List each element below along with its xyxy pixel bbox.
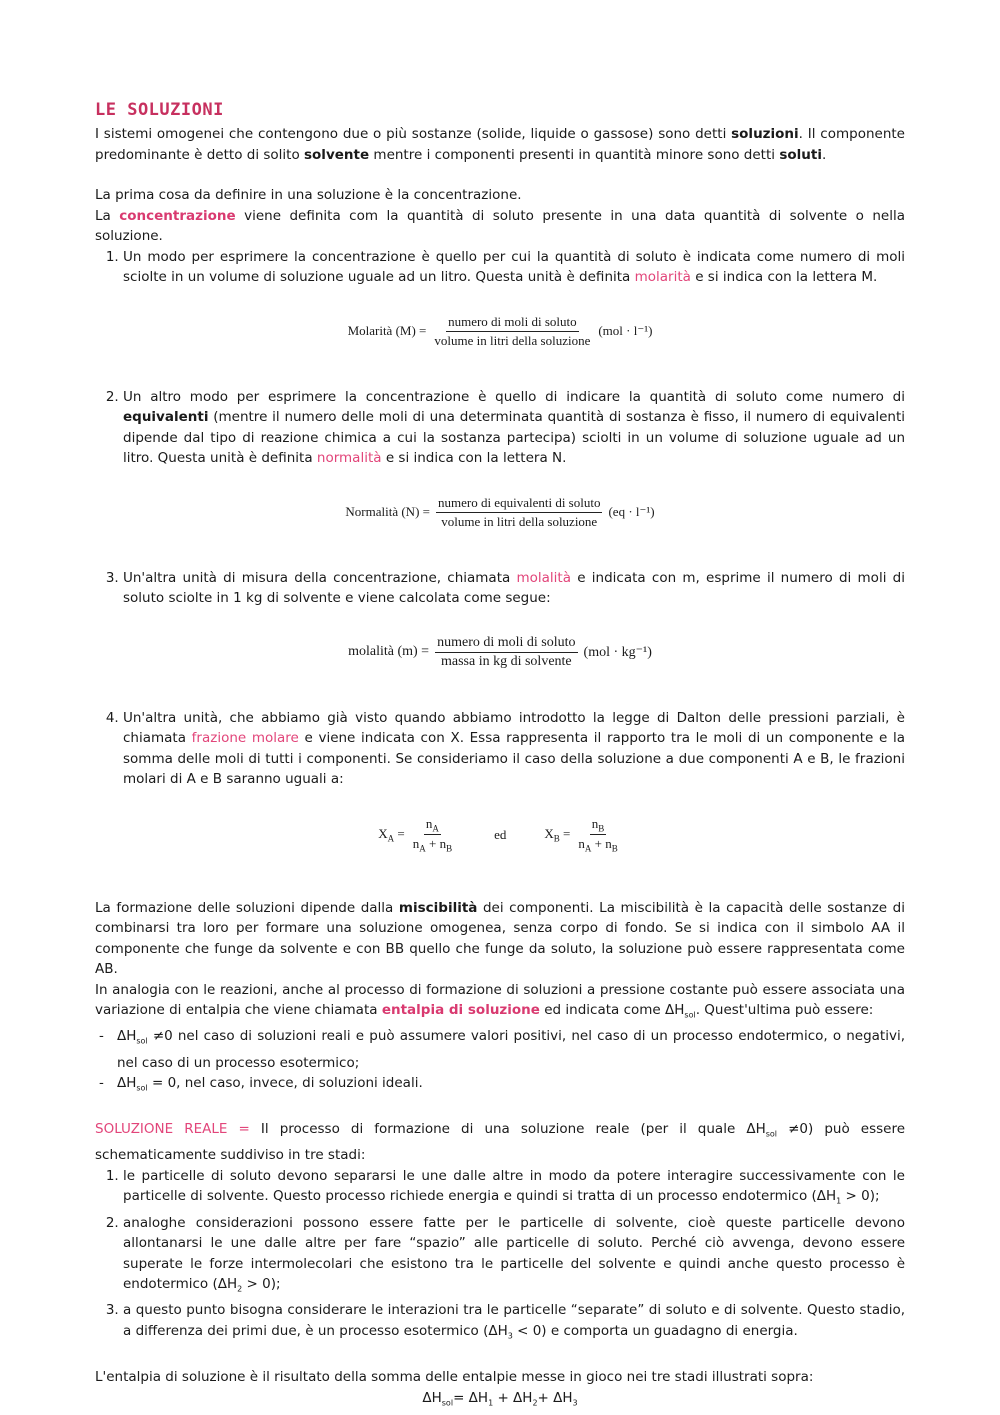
text: (mentre il numero delle moli di una determinata quantità di sostanza è fisso, il numero di equivalenti dipende dal tipo di reazione chimica a cui la sostanza partecipa) sciolti in un volume di soluzione uguale ad un litro. Questa unità è definita xyxy=(123,409,905,466)
numerator: numero di moli di soluto xyxy=(446,314,579,332)
formula-unit: (eq · l⁻¹) xyxy=(608,504,655,519)
list-item xyxy=(123,387,905,469)
miscibility-paragraph xyxy=(95,898,905,980)
text: . Il componente predominante è detto di solito xyxy=(95,126,905,163)
fraction xyxy=(435,635,577,670)
term-soluzione-reale: SOLUZIONE REALE = xyxy=(95,1121,250,1138)
text: dei componenti. La miscibilità è la capacità delle sostanze di combinarsi tra loro per formare una soluzione omogenea, senza corpo di fondo. Se si indica con il simbolo AA il componente che funge da solvente e con BB quello che funge da soluto, la soluzione può essere rappresentata come AB. xyxy=(95,899,905,978)
fraction-a: $\frac{n_A}{n_A + n_B}$ xyxy=(412,815,453,854)
denominator: volume in litri della soluzione xyxy=(441,513,598,529)
text: ≠0) può essere schematicamente suddiviso in tre stadi: xyxy=(95,1121,906,1164)
term-molalita: molalità xyxy=(516,569,572,586)
text: mentre i componenti presenti in quantità minore sono detti xyxy=(369,146,780,163)
text: e si indica con la lettera N. xyxy=(381,450,567,466)
numerator: numero di equivalenti di soluto xyxy=(436,495,602,513)
formula-ed: ed xyxy=(494,826,507,842)
term-soluti: soluti xyxy=(779,146,822,163)
fraction xyxy=(432,314,592,349)
list-item xyxy=(123,708,905,790)
formula-molarita xyxy=(95,314,905,349)
stages-list xyxy=(95,1166,905,1347)
formula-lhs: Molarità (M) = xyxy=(347,323,427,338)
term-equivalenti: equivalenti xyxy=(123,409,209,425)
text: e viene indicata con X. Essa rappresenta il rapporto tra le moli di un componente e la somma delle moli di tutti i componenti. Se consideriamo il caso della soluzione a due componenti A e B, le frazioni molari di A e B saranno uguali a: xyxy=(123,730,905,787)
conc-definition xyxy=(95,206,905,247)
final-paragraph: L'entalpia di soluzione è il risultato della somma delle entalpie messe in gioco nei tre stadi illustrati sopra: xyxy=(95,1369,814,1385)
term-concentrazione: concentrazione xyxy=(119,207,236,224)
fraction xyxy=(436,495,602,530)
formula-normalita xyxy=(95,495,905,530)
term-frazione-molare: frazione molare xyxy=(191,730,299,746)
text: . Quest'ultima può essere: xyxy=(695,1002,874,1019)
units-list xyxy=(95,387,905,469)
term-soluzioni: soluzioni xyxy=(731,126,799,142)
text: Un'altra unità, che abbiamo già visto quando abbiamo introdotto la legge di Dalton delle pressioni parziali, è chiamata xyxy=(123,709,905,746)
enthalpy-paragraph xyxy=(95,980,905,1027)
final-formula: $\Delta H_{sol}= \Delta H_1 + \Delta H_2+ \Delta H_3$ xyxy=(422,1389,578,1408)
formula-molalita xyxy=(95,635,905,670)
list-item: 1. le particelle di soluto devono separarsi le une dalle altre in modo da potere interagire successivamente con le particelle di solvente. Questo processo richiede energia e quindi si tratta di un processo endotermico $(\Delta H_1 > 0)$; xyxy=(123,1166,905,1213)
denominator: massa in kg di solvente xyxy=(440,653,572,669)
document-page xyxy=(95,100,905,1413)
text: e indicata con m, esprime il numero di moli di soluto sciolte in 1 kg di solvente e viene calcolata come segue: xyxy=(123,569,905,606)
text: In analogia con le reazioni, anche al processo di formazione di soluzioni a pressione costante può essere associata una variazione di entalpia che viene chiamata xyxy=(95,981,905,1019)
list-item: - $\Delta H_{sol} \ne 0$ nel caso di soluzioni reali e può assumere valori positivi, nel caso di un processo endotermico, o negativi, nel caso di un processo esotermico; xyxy=(95,1026,905,1073)
subscript: sol xyxy=(765,1129,778,1139)
list-item xyxy=(123,568,905,609)
formula-unit: (mol · kg⁻¹) xyxy=(583,644,652,660)
units-list xyxy=(95,708,905,790)
real-solution-paragraph xyxy=(95,1119,905,1166)
text: viene definita com la quantità di soluto presente in una data quantità di solvente o nella soluzione. xyxy=(95,207,905,244)
xa-lhs: $X_A$ = xyxy=(378,825,405,844)
xb-lhs: $X_B$ = xyxy=(544,825,571,844)
text: La formazione delle soluzioni dipende dalla xyxy=(95,899,399,916)
text: Il processo di formazione di una soluzione reale (per il quale ΔH xyxy=(249,1121,766,1138)
list-item: - $\Delta H_{sol} = 0$, nel caso, invece, di soluzioni ideali. xyxy=(95,1073,905,1099)
numerator: numero di moli di soluto xyxy=(435,635,577,653)
text: e si indica con la lettera M. xyxy=(690,269,878,285)
formula-lhs: molalità (m) = xyxy=(348,644,430,659)
subscript: sol xyxy=(684,1010,696,1020)
text: La xyxy=(95,207,120,224)
formula-lhs: Normalità (N) = xyxy=(345,504,430,519)
term-miscibilita: miscibilità xyxy=(398,899,478,916)
denominator: volume in litri della soluzione xyxy=(434,332,591,348)
text: . xyxy=(821,146,827,163)
page-title: LE SOLUZIONI xyxy=(95,100,224,120)
term-entalpia-di-soluzione: entalpia di soluzione xyxy=(381,1002,540,1019)
enthalpy-cases-list xyxy=(95,1026,905,1099)
list-item: 3. a questo punto bisogna considerare le interazioni tra le particelle “separate” di soluto e di solvente. Questo stadio, a differenza dei primi due, è un processo esotermico $(\Delta H_3 < 0)$ e comporta un guadagno di energia. xyxy=(123,1300,905,1347)
intro-paragraph xyxy=(95,124,905,165)
formula-frazione-molare xyxy=(95,816,905,854)
text: ed indicata come ΔH xyxy=(539,1002,685,1019)
text: I sistemi omogenei che contengono due o più sostanze (solide, liquide o gassose) sono detti xyxy=(95,126,732,142)
term-normalita: normalità xyxy=(316,450,382,466)
formula-unit: (mol · l⁻¹) xyxy=(598,323,653,338)
text: Un altro modo per esprimere la concentrazione è quello di indicare la quantità di soluto come numero di xyxy=(123,388,905,405)
term-molarita: molarità xyxy=(634,269,691,285)
fraction-b: $\frac{n_B}{n_A + n_B}$ xyxy=(578,815,618,854)
list-item xyxy=(123,247,905,288)
list-item: 2. analoghe considerazioni possono essere fatte per le particelle di solvente, cioè queste particelle devono allontanarsi le une dalle altre per fare “spazio” alle particelle di soluto. Perché ciò avvenga, devono essere superate le forze intermolecolari che esistono tra le particelle del solvente e quindi anche questo processo è endotermico $(\Delta H_2 > 0)$; xyxy=(123,1213,905,1301)
term-solvente: solvente xyxy=(304,146,370,163)
text: Un'altra unità di misura della concentrazione, chiamata xyxy=(123,569,517,586)
units-list xyxy=(95,247,905,288)
conc-line1: La prima cosa da definire in una soluzione è la concentrazione. xyxy=(95,187,522,203)
text: Un modo per esprimere la concentrazione è quello per cui la quantità di soluto è indicata come numero di moli sciolte in un volume di soluzione uguale ad un litro. Questa unità è definita xyxy=(123,248,905,285)
units-list xyxy=(95,568,905,609)
